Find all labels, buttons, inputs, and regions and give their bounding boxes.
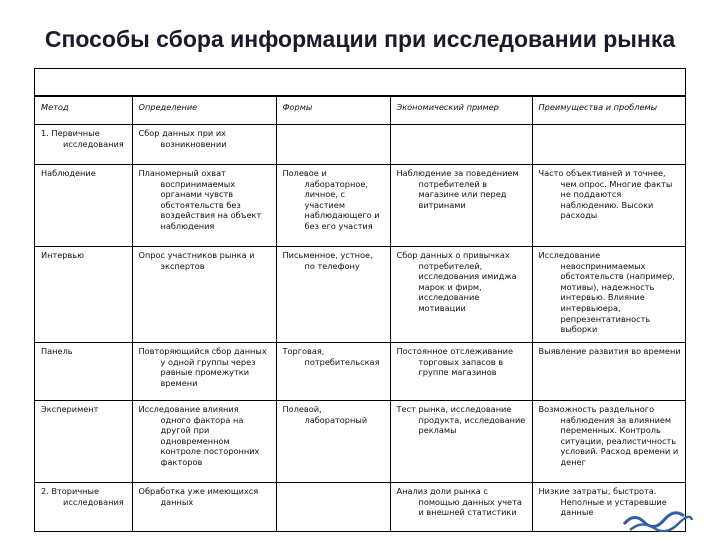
cell-text: Часто объективней и точнее, чем опрос. Многие факты не поддаются наблюдению. Высоки расходы [538,168,673,221]
cell-definition [132,165,276,247]
cell-method [35,483,132,533]
cell-definition [132,247,276,343]
cell-text: Полевое и лабораторное, личное, с участием наблюдающего и без его участия [282,168,380,231]
cell-example [390,483,532,533]
header-example: Экономический пример [390,97,532,125]
cell-text: Низкие затраты, быстрота. Неполные и устаревшие данные [538,486,667,518]
cell-text: Наблюдение [41,168,96,178]
cell-text: Опрос участников рынка и экспертов [138,250,255,271]
cell-text: 2. Вторичные исследования [41,486,124,507]
cell-text: Полевой, лабораторный [282,404,368,425]
cell-text: Выявление развития во времени [538,346,681,356]
cell-forms [276,483,390,533]
table-top-strip [35,69,685,96]
cell-text: Панель [41,346,73,356]
cell-text: Постоянное отслеживание торговых запасов в группе магазинов [396,346,514,378]
cell-definition [132,343,276,401]
cell-example [390,165,532,247]
cell-text: Торговая, потребительская [282,346,380,367]
table-row [35,165,685,247]
header-forms: Формы [276,97,390,125]
cell-method [35,247,132,343]
cell-text: Сбор данных о привычках потребителей, исследования имиджа марок и фирм, исследование мотивации [396,250,517,313]
cell-example [390,247,532,343]
cell-pros-cons [532,343,685,401]
cell-text: Интервью [41,250,85,260]
table-row [35,125,685,165]
cell-pros-cons [532,247,685,343]
cell-text: Наблюдение за поведением потребителей в магазине или перед витринами [396,168,519,210]
cell-text: 1. Первичные исследования [41,128,124,149]
cell-text: Планомерный охват воспринимаемых органами чувств обстоятельств без воздействия на объект наблюдения [138,168,262,231]
page-title: Способы сбора информации при исследовании рынка [44,26,676,52]
cell-text: Исследование невоспринимаемых обстоятельств (например, мотивы), надежность интервью. Влияние интервьюера, репрезентативность выборки [538,250,675,335]
cell-definition [132,125,276,165]
cell-pros-cons [532,401,685,483]
cell-method [35,125,132,165]
cell-definition [132,483,276,533]
cell-forms [276,343,390,401]
cell-text: Эксперимент [41,404,99,414]
methods-table [35,96,685,532]
cell-example [390,125,532,165]
cell-example [390,343,532,401]
cell-pros-cons [532,125,685,165]
table-row [35,343,685,401]
cell-text: Обработка уже имеющихся данных [138,486,259,507]
table-row [35,483,685,533]
cell-forms [276,401,390,483]
header-pros-cons: Преимущества и проблемы [532,97,685,125]
table-row [35,247,685,343]
methods-table-frame [34,68,686,532]
cell-text: Сбор данных при их возникновении [138,128,227,149]
cell-text: Письменное, устное, по телефону [282,250,373,271]
cell-method [35,165,132,247]
cell-text: Тест рынка, исследование продукта, исследование рекламы [396,404,526,436]
cell-method [35,343,132,401]
table-row [35,401,685,483]
header-definition: Определение [132,97,276,125]
cell-text: Возможность раздельного наблюдения за влиянием переменных. Контроль ситуации, реалистичность условий. Расход времени и денег [538,404,679,467]
cell-text: Анализ доли рынка с помощью данных учета и внешней статистики [396,486,522,518]
cell-forms [276,165,390,247]
table-header-row [35,97,685,125]
wave-logo-icon [622,506,694,532]
cell-definition [132,401,276,483]
cell-forms [276,125,390,165]
cell-text: Исследование влияния одного фактора на другой при одновременном контроле посторонних факторов [138,404,260,467]
cell-method [35,401,132,483]
header-method: Метод [35,97,132,125]
cell-text: Повторяющийся сбор данных у одной группы через равные промежутки времени [138,346,267,388]
cell-forms [276,247,390,343]
cell-example [390,401,532,483]
cell-pros-cons [532,165,685,247]
